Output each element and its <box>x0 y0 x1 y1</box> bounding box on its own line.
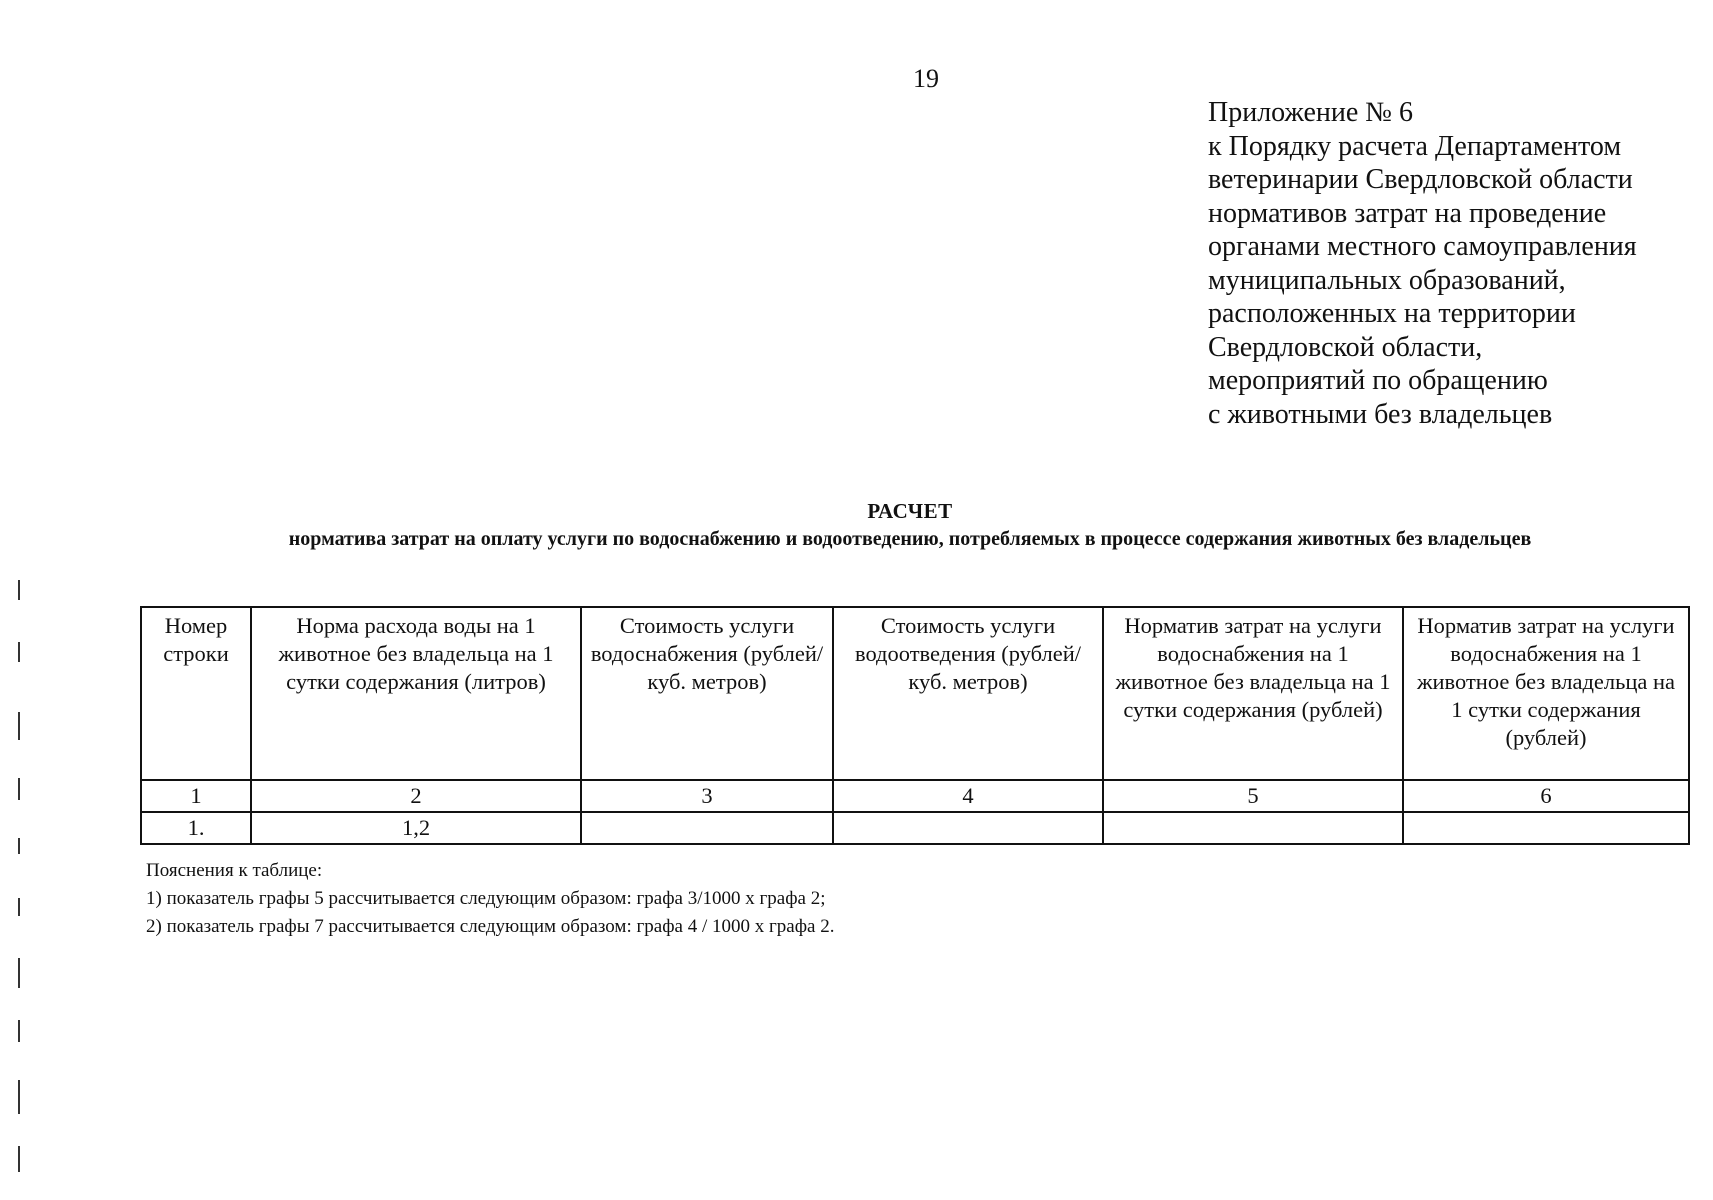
scan-margin-mark <box>18 898 20 916</box>
column-number-cell: 3 <box>581 780 833 812</box>
appendix-line: мероприятий по обращению <box>1208 365 1548 396</box>
table-cell <box>833 812 1103 844</box>
table-cell <box>1403 812 1689 844</box>
appendix-line: муниципальных образований, <box>1208 264 1566 296</box>
scan-margin-mark <box>18 1020 20 1042</box>
appendix-line: с животными без владельцев <box>1208 398 1553 430</box>
table-cell: 1,2 <box>251 812 581 844</box>
table-cell <box>1103 812 1403 844</box>
appendix-line: расположенных на территории <box>1208 298 1576 329</box>
header-cell-drainage-cost: Стоимость услуги водоотведения (рублей/куб. метров) <box>833 607 1103 780</box>
header-cell-water-norm: Норма расхода воды на 1 животное без владельца на 1 сутки содержания (литров) <box>251 607 581 780</box>
column-number-cell: 5 <box>1103 780 1403 812</box>
note-item: 2) показатель графы 7 рассчитывается следующим образом: графа 4 / 1000 х графа 2. <box>146 916 835 937</box>
scan-margin-mark <box>18 958 20 988</box>
appendix-line: нормативов затрат на проведение <box>1208 197 1607 229</box>
header-cell-row-number: Номер строки <box>141 607 251 780</box>
scan-margin-mark <box>18 1080 20 1114</box>
document-title: РАСЧЕТ <box>867 499 953 523</box>
scan-margin-mark <box>18 712 20 740</box>
appendix-line: к Порядку расчета Департаментом <box>1208 130 1622 162</box>
page-number: 19 <box>913 64 939 93</box>
scan-margin-mark <box>18 1146 20 1172</box>
document-title-block <box>160 498 1660 554</box>
scan-margin-mark <box>18 580 20 600</box>
appendix-line: Свердловской области, <box>1208 331 1483 363</box>
scan-margin-mark <box>18 642 20 662</box>
table-notes <box>146 857 834 941</box>
appendix-line: органами местного самоуправления <box>1208 231 1637 262</box>
table-header-row <box>141 607 1689 780</box>
column-number-cell: 4 <box>833 780 1103 812</box>
column-number-cell: 2 <box>251 780 581 812</box>
column-number-row <box>141 780 1689 812</box>
table-row <box>141 812 1689 844</box>
table-cell: 1. <box>141 812 251 844</box>
document-subtitle: норматива затрат на оплату услуги по водоснабжению и водоотведению, потребляемых в процессе содержания животных без владельцев <box>288 528 1532 550</box>
header-cell-water-supply-cost: Стоимость услуги водоснабжения (рублей/куб. метров) <box>581 607 833 780</box>
scan-margin-mark <box>18 838 20 854</box>
header-cell-supply-cost-norm-2: Норматив затрат на услуги водоснабжения на 1 животное без владельца на 1 сутки содержания (рублей) <box>1403 607 1689 780</box>
header-cell-supply-cost-norm: Норматив затрат на услуги водоснабжения на 1 животное без владельца на 1 сутки содержания (рублей) <box>1103 607 1403 780</box>
note-item: 1) показатель графы 5 рассчитывается следующим образом: графа 3/1000 х графа 2; <box>146 888 826 909</box>
appendix-line: Приложение № 6 <box>1208 97 1413 128</box>
scan-margin-mark <box>18 778 20 800</box>
column-number-cell: 6 <box>1403 780 1689 812</box>
column-number-cell: 1 <box>141 780 251 812</box>
table-cell <box>581 812 833 844</box>
notes-heading: Пояснения к таблице: <box>146 860 323 881</box>
appendix-line: ветеринарии Свердловской области <box>1208 164 1633 195</box>
calculation-table <box>140 606 1690 845</box>
appendix-reference <box>1208 96 1688 431</box>
